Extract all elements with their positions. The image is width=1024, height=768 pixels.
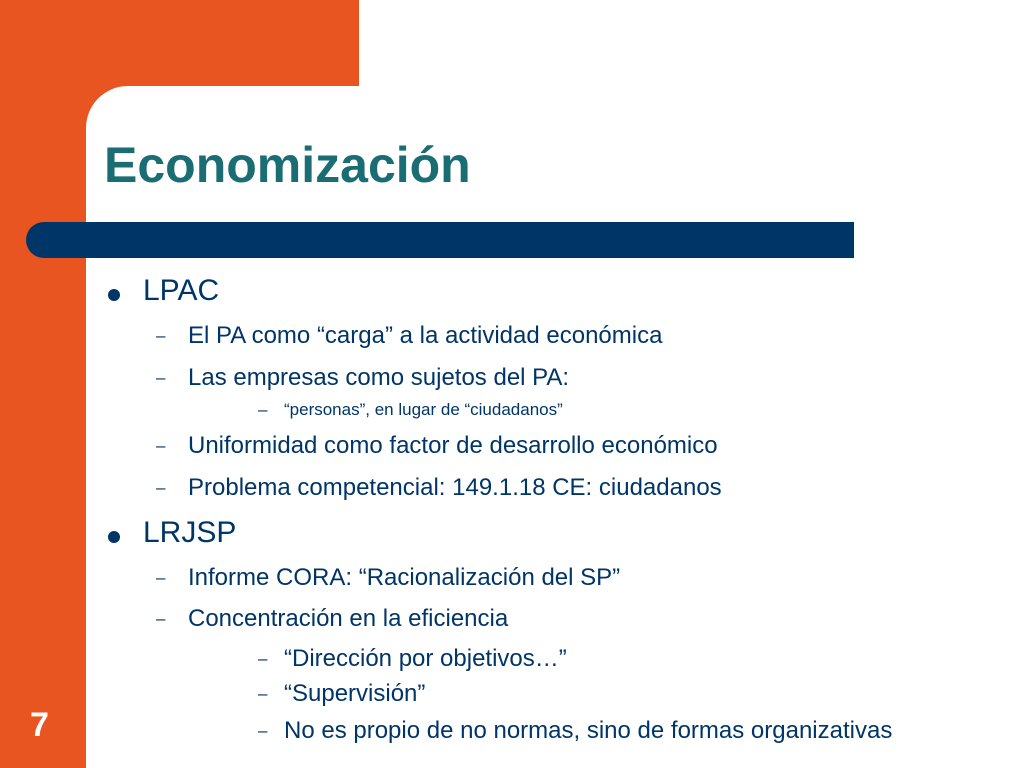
bullet-dot-icon (108, 289, 120, 301)
dash-icon: – (156, 478, 166, 497)
dash-icon: – (156, 326, 166, 345)
bullet-dot-icon (108, 531, 120, 543)
dash-icon: – (156, 609, 166, 628)
slide-title: Economización (104, 137, 471, 193)
bullet-lrjsp: LRJSP (143, 516, 237, 549)
dash-icon: – (258, 400, 268, 419)
bullet-lpac: LPAC (143, 274, 220, 307)
sub-bullet: Informe CORA: “Racionalización del SP” (188, 564, 621, 591)
slide-number: 7 (30, 706, 49, 744)
dash-icon: – (156, 568, 166, 587)
dash-icon: – (156, 436, 166, 455)
sub-bullet: Concentración en la eficiencia (188, 605, 509, 632)
sub-bullet: El PA como “carga” a la actividad económica (188, 322, 663, 349)
dash-icon: – (258, 684, 268, 703)
dash-icon: – (258, 721, 268, 740)
sub-bullet: Uniformidad como factor de desarrollo económico (188, 432, 718, 459)
sub-bullet: Problema competencial: 149.1.18 CE: ciudadanos (188, 474, 722, 501)
sub-sub-bullet: “personas”, en lugar de “ciudadanos” (284, 400, 563, 419)
dash-icon: – (156, 368, 166, 387)
sub-bullet: Las empresas como sujetos del PA: (188, 364, 570, 391)
sub-sub-bullet: “Supervisión” (284, 680, 426, 707)
dash-icon: – (258, 649, 268, 668)
sub-sub-bullet: “Dirección por objetivos…” (284, 645, 567, 672)
sub-sub-bullet: No es propio de no normas, sino de formas organizativas (284, 717, 893, 744)
